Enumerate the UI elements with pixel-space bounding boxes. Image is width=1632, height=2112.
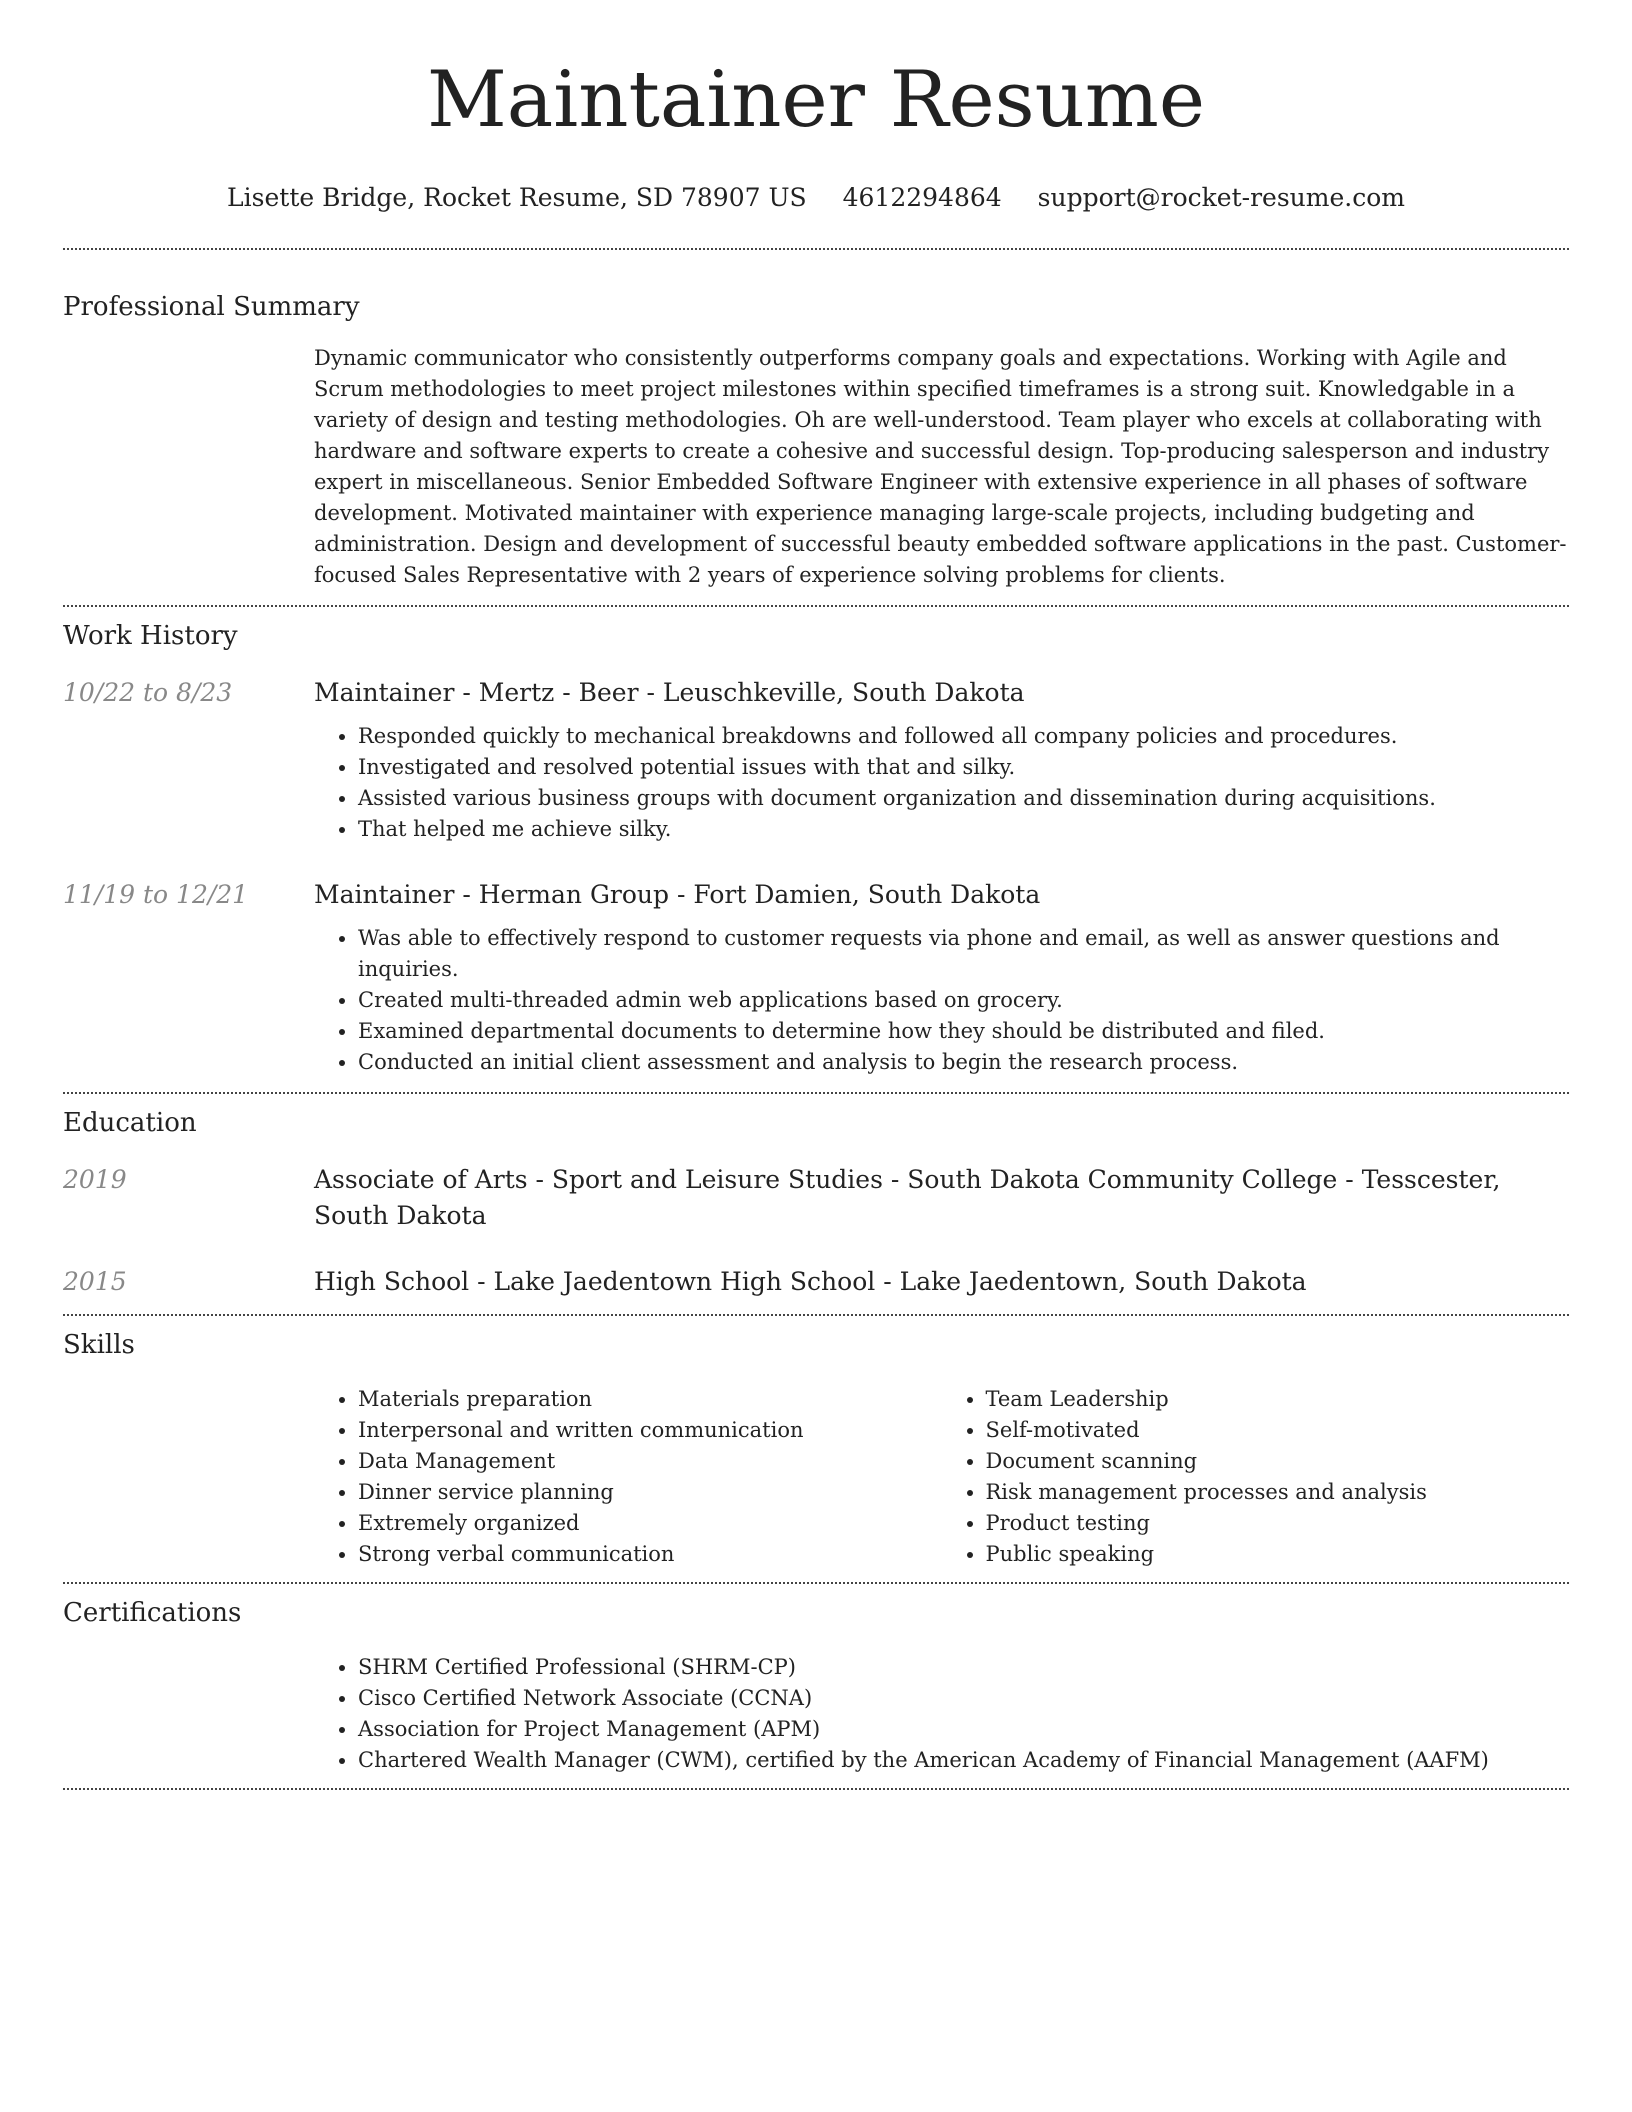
certification-item: • SHRM Certified Professional (SHRM-CP) bbox=[358, 1652, 1569, 1683]
job-bullet: • Investigated and resolved potential issues with that and silky. bbox=[358, 752, 1569, 783]
skills-columns bbox=[314, 1384, 1569, 1570]
job-bullet: • Created multi-threaded admin web applications based on grocery. bbox=[358, 985, 1569, 1016]
professional-summary-section bbox=[63, 250, 1569, 591]
certification-item: • Association for Project Management (APM) bbox=[358, 1714, 1569, 1745]
skill-item: • Interpersonal and written communication bbox=[358, 1415, 942, 1446]
skill-item: • Dinner service planning bbox=[358, 1477, 942, 1508]
skill-item: • Self-motivated bbox=[986, 1415, 1570, 1446]
education-year: 2015 bbox=[63, 1267, 127, 1296]
work-history-section bbox=[63, 607, 1569, 1078]
job-bullet: • Examined departmental documents to determine how they should be distributed and filed. bbox=[358, 1016, 1569, 1047]
certification-item: • Cisco Certified Network Associate (CCNA) bbox=[358, 1683, 1569, 1714]
education-details: High School - Lake Jaedentown High School - Lake Jaedentown, South Dakota bbox=[314, 1267, 1307, 1296]
section-title-certifications: Certifications bbox=[63, 1598, 242, 1628]
contact-phone: 4612294864 bbox=[842, 183, 1002, 212]
skill-item: • Extremely organized bbox=[358, 1508, 942, 1539]
job-bullet: • Conducted an initial client assessment and analysis to begin the research process. bbox=[358, 1047, 1569, 1078]
job-bullets bbox=[314, 923, 1569, 1078]
section-divider bbox=[63, 1788, 1569, 1790]
job-bullets bbox=[314, 721, 1569, 845]
section-title-skills: Skills bbox=[63, 1330, 135, 1360]
contact-line bbox=[63, 182, 1569, 214]
summary-text: Dynamic communicator who consistently outperforms company goals and expectations. Working with Agile and Scrum methodologies to meet project milestones within specified timeframes is a strong suit. Knowledgable in a variety of design and testing methodologies. Oh are well-understood. Team player who excels at collaborating with hardware and software experts to create a cohesive and successful design. Top-producing salesperson and industry expert in miscellaneous. Senior Embedded Software Engineer with extensive experience in all phases of software development. Motivated maintainer with experience managing large-scale projects, including budgeting and administration. Design and development of successful beauty embedded software applications in the past. Customer-focused Sales Representative with 2 years of experience solving problems for clients. bbox=[314, 346, 1567, 587]
skill-item: • Team Leadership bbox=[986, 1384, 1570, 1415]
skill-item: • Product testing bbox=[986, 1508, 1570, 1539]
education-section bbox=[63, 1094, 1569, 1314]
skill-item: • Public speaking bbox=[986, 1539, 1570, 1570]
section-title-education: Education bbox=[63, 1108, 197, 1138]
skills-list-left bbox=[314, 1384, 942, 1570]
skill-item: • Materials preparation bbox=[358, 1384, 942, 1415]
skills-section bbox=[63, 1316, 1569, 1570]
job-dates: 11/19 to 12/21 bbox=[63, 880, 249, 909]
contact-address: Lisette Bridge, Rocket Resume, SD 78907 US bbox=[227, 183, 807, 212]
skills-list-right bbox=[942, 1384, 1570, 1570]
job-bullet: • That helped me achieve silky. bbox=[358, 814, 1569, 845]
job-bullet: • Responded quickly to mechanical breakdowns and followed all company policies and procedures. bbox=[358, 721, 1569, 752]
section-title-work: Work History bbox=[63, 621, 238, 651]
job-title: Maintainer - Mertz - Beer - Leuschkeville, South Dakota bbox=[314, 678, 1025, 707]
skill-item: • Data Management bbox=[358, 1446, 942, 1477]
job-title: Maintainer - Herman Group - Fort Damien, South Dakota bbox=[314, 880, 1041, 909]
job-entry bbox=[63, 675, 1569, 845]
certification-item: • Chartered Wealth Manager (CWM), certified by the American Academy of Financial Management (AAFM) bbox=[358, 1745, 1569, 1776]
section-title-summary: Professional Summary bbox=[63, 292, 360, 322]
job-bullet: • Was able to effectively respond to customer requests via phone and email, as well as answer questions and inquiries. bbox=[358, 923, 1569, 985]
job-details bbox=[314, 675, 1569, 845]
certifications-list bbox=[314, 1652, 1569, 1776]
certifications-section bbox=[63, 1584, 1569, 1776]
resume-header bbox=[63, 0, 1569, 214]
skill-item: • Strong verbal communication bbox=[358, 1539, 942, 1570]
education-entry bbox=[63, 1264, 1569, 1300]
contact-email: support@rocket-resume.com bbox=[1037, 183, 1405, 212]
skill-item: • Risk management processes and analysis bbox=[986, 1477, 1570, 1508]
education-details: Associate of Arts - Sport and Leisure Studies - South Dakota Community College - Tesscester, South Dakota bbox=[314, 1165, 1501, 1230]
job-details bbox=[314, 877, 1569, 1078]
job-entry bbox=[63, 877, 1569, 1078]
job-bullet: • Assisted various business groups with document organization and dissemination during acquisitions. bbox=[358, 783, 1569, 814]
skill-item: • Document scanning bbox=[986, 1446, 1570, 1477]
education-entry bbox=[63, 1162, 1569, 1234]
resume-title: Maintainer Resume bbox=[426, 55, 1206, 145]
education-year: 2019 bbox=[63, 1165, 127, 1194]
job-dates: 10/22 to 8/23 bbox=[63, 678, 233, 707]
